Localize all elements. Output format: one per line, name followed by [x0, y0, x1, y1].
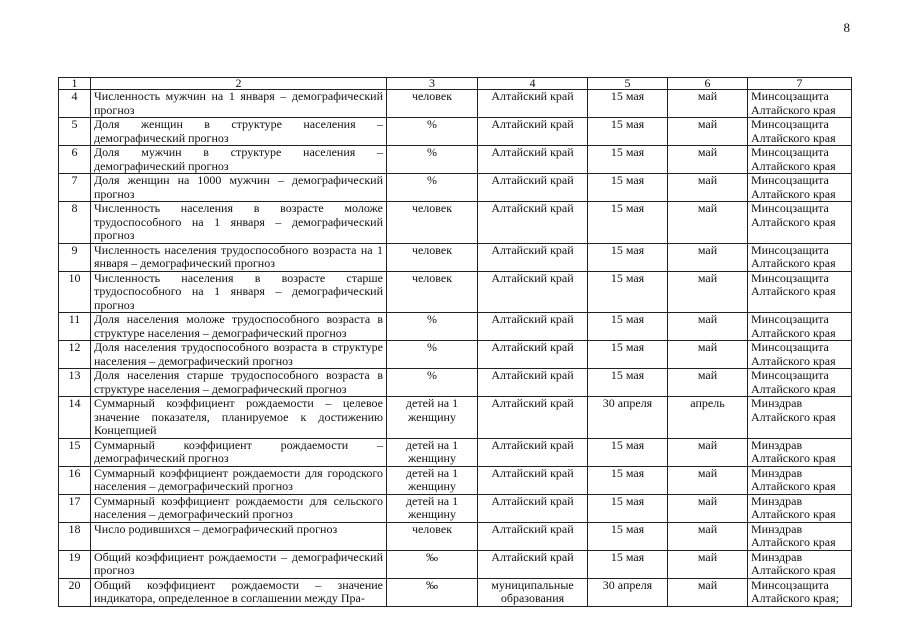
unit-of-measure-cell: человек: [387, 90, 478, 118]
indicator-name-cell: Численность мужчин на 1 января – демографический прогноз: [91, 90, 387, 118]
responsible-agency-cell: Минсоцзащита Алтайского края: [748, 118, 852, 146]
deadline-cell: 15 мая: [588, 202, 668, 244]
table-row: [59, 466, 852, 494]
responsible-agency-cell: Минсоцзащита Алтайского края: [748, 243, 852, 271]
period-cell: май: [668, 202, 748, 244]
unit-of-measure-cell: детей на 1 женщину: [387, 438, 478, 466]
table-row: [59, 494, 852, 522]
period-cell: май: [668, 146, 748, 174]
table-row: [59, 146, 852, 174]
responsible-agency-cell: Минсоцзащита Алтайского края: [748, 313, 852, 341]
territory-cell: муниципальные образования: [478, 578, 588, 606]
period-cell: апрель: [668, 397, 748, 439]
responsible-agency-cell: Минсоцзащита Алтайского края;: [748, 578, 852, 606]
row-number-cell: 13: [59, 369, 91, 397]
unit-of-measure-cell: %: [387, 369, 478, 397]
indicator-name-cell: Доля мужчин в структуре населения – демографический прогноз: [91, 146, 387, 174]
table-row: [59, 369, 852, 397]
territory-cell: Алтайский край: [478, 438, 588, 466]
row-number-cell: 12: [59, 341, 91, 369]
indicator-name-cell: Суммарный коэффициент рождаемости для сельского населения – демографический прогноз: [91, 494, 387, 522]
deadline-cell: 15 мая: [588, 550, 668, 578]
table-row: [59, 243, 852, 271]
responsible-agency-cell: Минсоцзащита Алтайского края: [748, 202, 852, 244]
row-number-cell: 11: [59, 313, 91, 341]
indicator-name-cell: Суммарный коэффициент рождаемости для городского населения – демографический прогноз: [91, 466, 387, 494]
territory-cell: Алтайский край: [478, 369, 588, 397]
page-number: 8: [843, 20, 850, 35]
table-row: [59, 90, 852, 118]
column-header: 1: [59, 78, 91, 90]
row-number-cell: 9: [59, 243, 91, 271]
row-number-cell: 8: [59, 202, 91, 244]
territory-cell: Алтайский край: [478, 313, 588, 341]
table-row: [59, 397, 852, 439]
row-number-cell: 4: [59, 90, 91, 118]
deadline-cell: 15 мая: [588, 146, 668, 174]
row-number-cell: 20: [59, 578, 91, 606]
deadline-cell: 15 мая: [588, 271, 668, 313]
deadline-cell: 15 мая: [588, 243, 668, 271]
period-cell: май: [668, 341, 748, 369]
deadline-cell: 15 мая: [588, 341, 668, 369]
deadline-cell: 15 мая: [588, 522, 668, 550]
territory-cell: Алтайский край: [478, 174, 588, 202]
responsible-agency-cell: Минздрав Алтайского края: [748, 438, 852, 466]
unit-of-measure-cell: детей на 1 женщину: [387, 494, 478, 522]
period-cell: май: [668, 243, 748, 271]
period-cell: май: [668, 174, 748, 202]
column-header: 4: [478, 78, 588, 90]
table-row: [59, 438, 852, 466]
unit-of-measure-cell: детей на 1 женщину: [387, 397, 478, 439]
period-cell: май: [668, 118, 748, 146]
indicator-name-cell: Доля населения старше трудоспособного возраста в структуре населения – демографический прогноз: [91, 369, 387, 397]
unit-of-measure-cell: ‰: [387, 578, 478, 606]
responsible-agency-cell: Минсоцзащита Алтайского края: [748, 146, 852, 174]
responsible-agency-cell: Минздрав Алтайского края: [748, 466, 852, 494]
period-cell: май: [668, 522, 748, 550]
period-cell: май: [668, 271, 748, 313]
indicator-name-cell: Суммарный коэффициент рождаемости – демографический прогноз: [91, 438, 387, 466]
unit-of-measure-cell: %: [387, 174, 478, 202]
row-number-cell: 18: [59, 522, 91, 550]
unit-of-measure-cell: ‰: [387, 550, 478, 578]
unit-of-measure-cell: человек: [387, 271, 478, 313]
unit-of-measure-cell: детей на 1 женщину: [387, 466, 478, 494]
row-number-cell: 16: [59, 466, 91, 494]
period-cell: май: [668, 494, 748, 522]
responsible-agency-cell: Минсоцзащита Алтайского края: [748, 341, 852, 369]
period-cell: май: [668, 466, 748, 494]
table-row: [59, 271, 852, 313]
table-row: [59, 174, 852, 202]
deadline-cell: 15 мая: [588, 90, 668, 118]
responsible-agency-cell: Минсоцзащита Алтайского края: [748, 271, 852, 313]
indicator-table: [58, 77, 852, 607]
row-number-cell: 14: [59, 397, 91, 439]
table-header-row: [59, 78, 852, 90]
indicator-name-cell: Суммарный коэффициент рождаемости – целевое значение показателя, планируемое к достижению Концепцией: [91, 397, 387, 439]
row-number-cell: 5: [59, 118, 91, 146]
deadline-cell: 15 мая: [588, 313, 668, 341]
responsible-agency-cell: Минсоцзащита Алтайского края: [748, 90, 852, 118]
row-number-cell: 7: [59, 174, 91, 202]
row-number-cell: 15: [59, 438, 91, 466]
deadline-cell: 15 мая: [588, 466, 668, 494]
territory-cell: Алтайский край: [478, 522, 588, 550]
column-header: 7: [748, 78, 852, 90]
deadline-cell: 15 мая: [588, 494, 668, 522]
row-number-cell: 19: [59, 550, 91, 578]
territory-cell: Алтайский край: [478, 202, 588, 244]
responsible-agency-cell: Минсоцзащита Алтайского края: [748, 369, 852, 397]
table-row: [59, 313, 852, 341]
indicator-name-cell: Число родившихся – демографический прогноз: [91, 522, 387, 550]
deadline-cell: 30 апреля: [588, 397, 668, 439]
column-header: 2: [91, 78, 387, 90]
period-cell: май: [668, 578, 748, 606]
column-header: 6: [668, 78, 748, 90]
deadline-cell: 15 мая: [588, 438, 668, 466]
territory-cell: Алтайский край: [478, 146, 588, 174]
indicator-name-cell: Численность населения в возрасте старше трудоспособного на 1 января – демографический прогноз: [91, 271, 387, 313]
indicator-name-cell: Численность населения трудоспособного возраста на 1 января – демографический прогноз: [91, 243, 387, 271]
indicator-name-cell: Доля женщин на 1000 мужчин – демографический прогноз: [91, 174, 387, 202]
unit-of-measure-cell: %: [387, 118, 478, 146]
deadline-cell: 30 апреля: [588, 578, 668, 606]
unit-of-measure-cell: %: [387, 146, 478, 174]
table-row: [59, 202, 852, 244]
territory-cell: Алтайский край: [478, 341, 588, 369]
responsible-agency-cell: Минздрав Алтайского края: [748, 494, 852, 522]
deadline-cell: 15 мая: [588, 174, 668, 202]
column-header: 3: [387, 78, 478, 90]
period-cell: май: [668, 90, 748, 118]
territory-cell: Алтайский край: [478, 118, 588, 146]
territory-cell: Алтайский край: [478, 397, 588, 439]
period-cell: май: [668, 369, 748, 397]
indicator-name-cell: Общий коэффициент рождаемости – значение индикатора, определенное в соглашении между Пра-: [91, 578, 387, 606]
table-row: [59, 118, 852, 146]
indicator-name-cell: Общий коэффициент рождаемости – демографический прогноз: [91, 550, 387, 578]
territory-cell: Алтайский край: [478, 494, 588, 522]
row-number-cell: 10: [59, 271, 91, 313]
responsible-agency-cell: Минсоцзащита Алтайского края: [748, 174, 852, 202]
unit-of-measure-cell: человек: [387, 522, 478, 550]
table-row: [59, 341, 852, 369]
row-number-cell: 17: [59, 494, 91, 522]
table-row: [59, 578, 852, 606]
period-cell: май: [668, 550, 748, 578]
indicator-name-cell: Численность населения в возрасте моложе трудоспособного на 1 января – демографический прогноз: [91, 202, 387, 244]
column-header: 5: [588, 78, 668, 90]
table-row: [59, 550, 852, 578]
period-cell: май: [668, 438, 748, 466]
deadline-cell: 15 мая: [588, 369, 668, 397]
unit-of-measure-cell: человек: [387, 202, 478, 244]
unit-of-measure-cell: %: [387, 313, 478, 341]
indicator-name-cell: Доля населения моложе трудоспособного возраста в структуре населения – демографический прогноз: [91, 313, 387, 341]
territory-cell: Алтайский край: [478, 243, 588, 271]
responsible-agency-cell: Минздрав Алтайского края: [748, 550, 852, 578]
deadline-cell: 15 мая: [588, 118, 668, 146]
territory-cell: Алтайский край: [478, 550, 588, 578]
indicator-name-cell: Доля женщин в структуре населения – демографический прогноз: [91, 118, 387, 146]
unit-of-measure-cell: %: [387, 341, 478, 369]
table-row: [59, 522, 852, 550]
responsible-agency-cell: Минздрав Алтайского края: [748, 397, 852, 439]
territory-cell: Алтайский край: [478, 90, 588, 118]
row-number-cell: 6: [59, 146, 91, 174]
territory-cell: Алтайский край: [478, 271, 588, 313]
indicator-name-cell: Доля населения трудоспособного возраста в структуре населения – демографический прогноз: [91, 341, 387, 369]
period-cell: май: [668, 313, 748, 341]
responsible-agency-cell: Минздрав Алтайского края: [748, 522, 852, 550]
territory-cell: Алтайский край: [478, 466, 588, 494]
unit-of-measure-cell: человек: [387, 243, 478, 271]
